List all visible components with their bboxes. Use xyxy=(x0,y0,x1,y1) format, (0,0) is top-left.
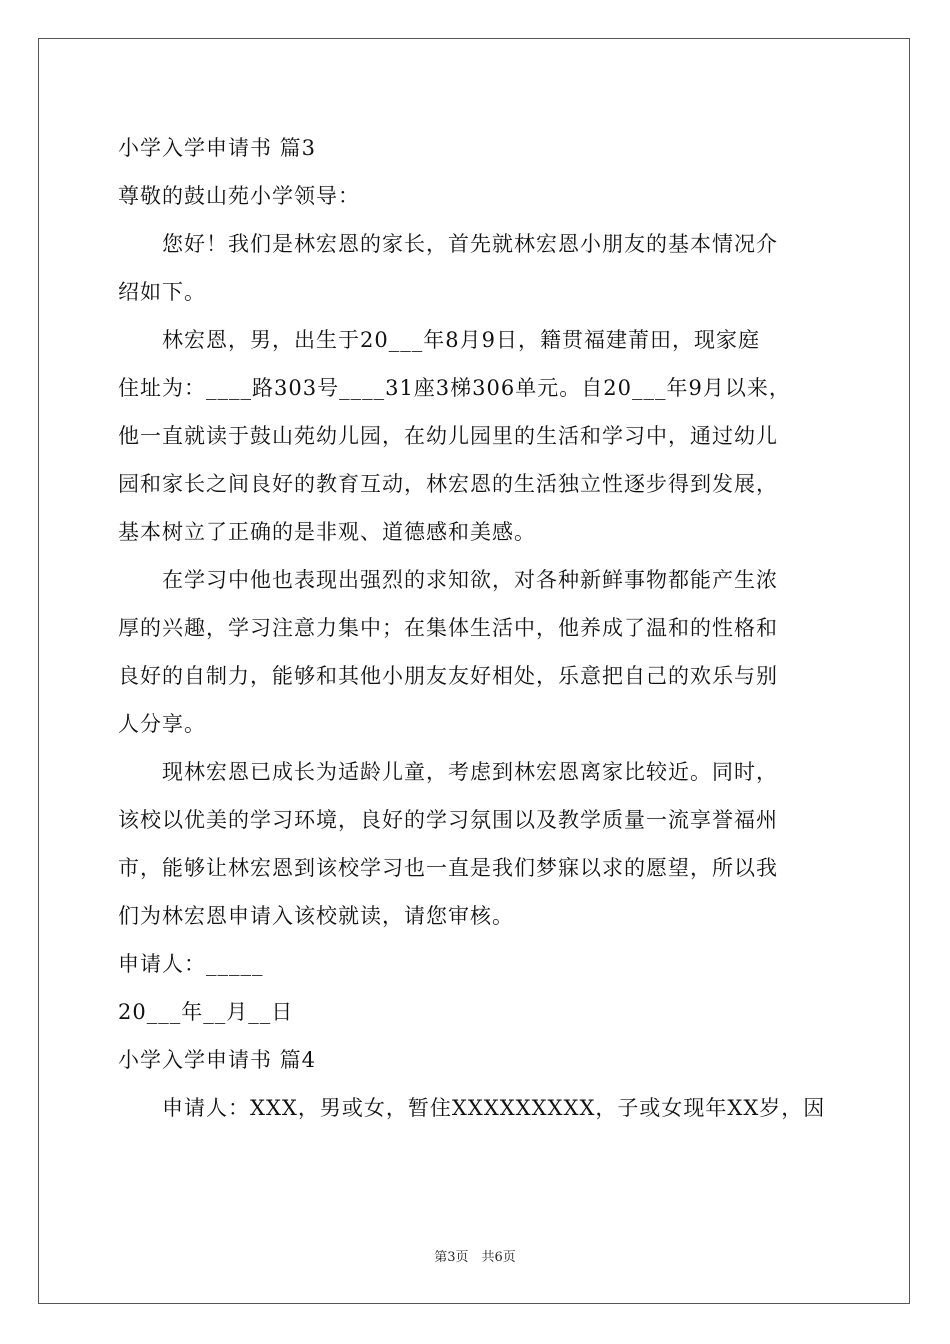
paragraph-line: 在学习中他也表现出强烈的求知欲，对各种新鲜事物都能产生浓 xyxy=(162,568,778,592)
paragraph-line: 基本树立了正确的是非观、道德感和美感。 xyxy=(118,520,536,544)
date-line: 20___年__月__日 xyxy=(118,1000,294,1024)
paragraph-line: 您好！我们是林宏恩的家长，首先就林宏恩小朋友的基本情况介 xyxy=(162,232,778,256)
page-footer: 第3页 共6页 xyxy=(434,1250,516,1265)
paragraph-line: 人分享。 xyxy=(118,712,206,736)
salutation: 尊敬的鼓山苑小学领导： xyxy=(118,184,360,208)
paragraph-line: 住址为：____路303号____31座3梯306单元。自20___年9月以来， xyxy=(118,376,791,400)
section-title-3: 小学入学申请书 篇3 xyxy=(118,136,317,160)
paragraph-line: 该校以优美的学习环境，良好的学习氛围以及教学质量一流享誉福州 xyxy=(118,808,778,832)
applicant-line: 申请人：_____ xyxy=(118,952,264,976)
paragraph-greeting xyxy=(118,220,834,316)
paragraph-line: 林宏恩，男，出生于20___年8月9日，籍贯福建莆田，现家庭 xyxy=(162,328,760,352)
paragraph-line: 他一直就读于鼓山苑幼儿园，在幼儿园里的生活和学习中，通过幼儿 xyxy=(118,424,778,448)
paragraph-line: 绍如下。 xyxy=(118,280,206,304)
document-body xyxy=(118,124,834,1132)
paragraph-line: 现林宏恩已成长为适龄儿童，考虑到林宏恩离家比较近。同时， xyxy=(162,760,778,784)
paragraph-4-start: 申请人：XXX，男或女，暂住XXXXXXXXX，子或女现年XX岁，因 xyxy=(162,1096,826,1120)
paragraph-line: 园和家长之间良好的教育互动，林宏恩的生活独立性逐步得到发展， xyxy=(118,472,778,496)
paragraph-line: 厚的兴趣，学习注意力集中；在集体生活中，他养成了温和的性格和 xyxy=(118,616,778,640)
paragraph-learning xyxy=(118,556,834,748)
paragraph-line: 良好的自制力，能够和其他小朋友友好相处，乐意把自己的欢乐与别 xyxy=(118,664,778,688)
paragraph-basic-info xyxy=(118,316,834,556)
paragraph-request xyxy=(118,748,834,940)
paragraph-line: 市，能够让林宏恩到该校学习也一直是我们梦寐以求的愿望，所以我 xyxy=(118,856,778,880)
paragraph-line: 们为林宏恩申请入该校就读，请您审核。 xyxy=(118,904,514,928)
section-title-4: 小学入学申请书 篇4 xyxy=(118,1048,317,1072)
